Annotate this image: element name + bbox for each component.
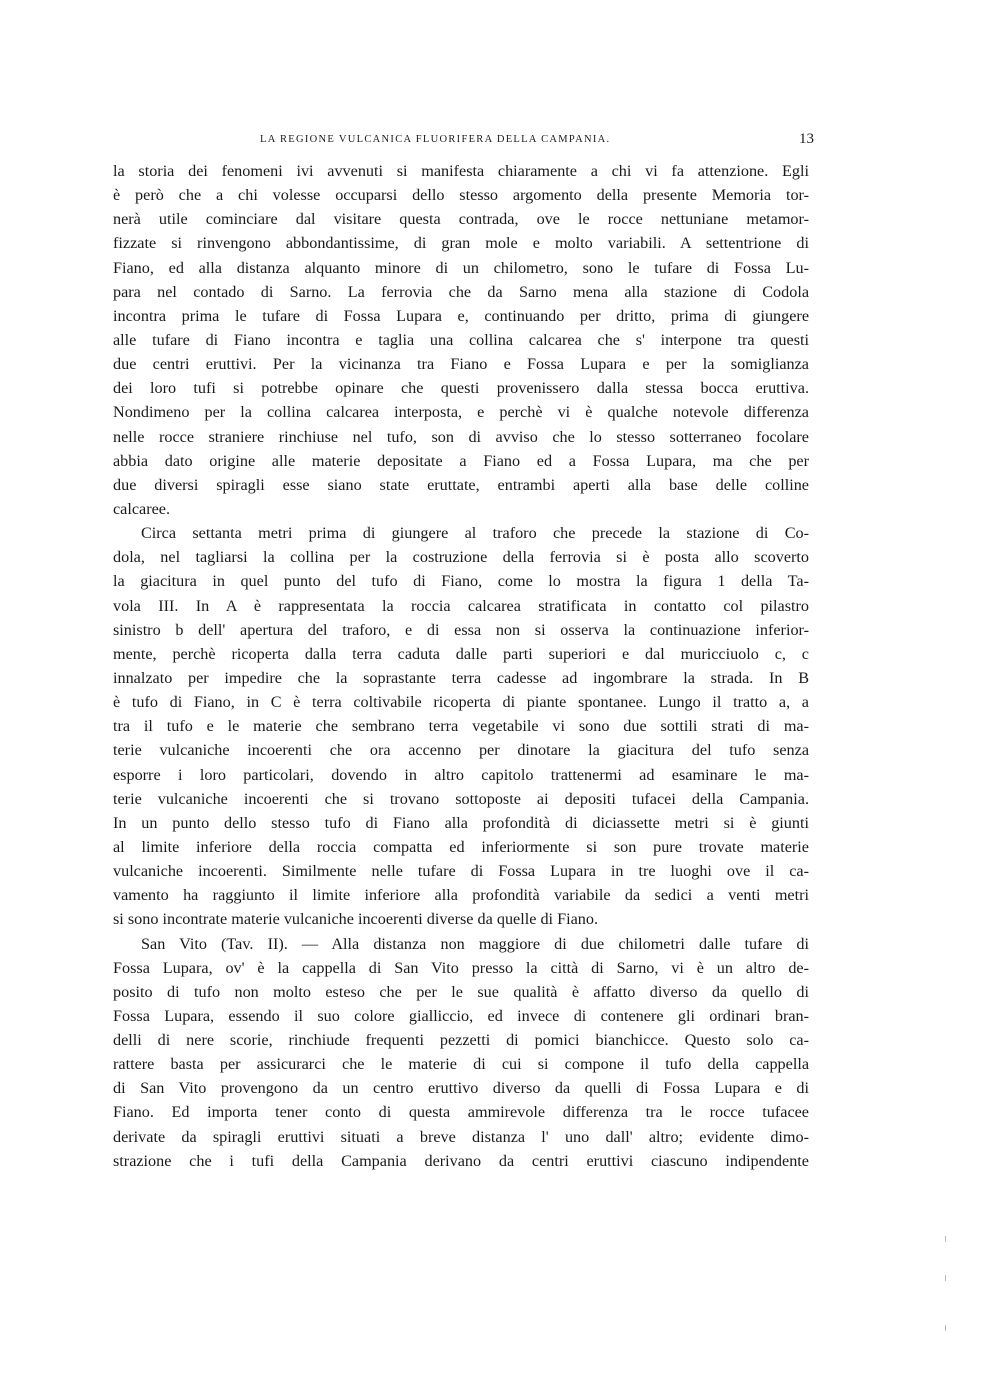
page-number: 13: [799, 131, 814, 147]
text-line: è però che a chi volesse occuparsi dello stesso argomento della presente Memoria tor-: [113, 186, 809, 205]
section-heading-line: San Vito (Tav. II). — Alla distanza non maggiore di due chilometri dalle tufare di: [141, 934, 809, 953]
text-line: Fiano, ed alla distanza alquanto minore di un chilometro, sono le tufare di Fossa Lu-: [113, 258, 809, 277]
paragraph-end-line: si sono incontrate materie vulcaniche incoerenti diverse da quelle di Fiano.: [113, 910, 599, 929]
text-line: alle tufare di Fiano incontra e taglia una collina calcarea che s' interpone tra questi: [113, 330, 809, 349]
text-line: terie vulcaniche incoerenti che ora accenno per dinotare la giacitura del tufo senza: [113, 741, 809, 760]
text-line: vamento ha raggiunto il limite inferiore alla profondità variabile da sedici a venti metri: [113, 886, 809, 905]
text-line: sinistro b dell' apertura del traforo, e di essa non si osserva la continuazione inferior-: [113, 620, 809, 639]
text-line: innalzato per impedire che la soprastante terra cadesse ad ingombrare la strada. In B: [113, 668, 809, 687]
text-line: la storia dei fenomeni ivi avvenuti si manifesta chiaramente a chi vi fa attenzione. Egli: [113, 162, 809, 180]
text-line: incontra prima le tufare di Fossa Lupara e, continuando per dritto, prima di giungere: [113, 306, 809, 325]
text-line: strazione che i tufi della Campania derivano da centri eruttivi ciascuno indipendente: [113, 1151, 809, 1170]
text-line: al limite inferiore della roccia compatta ed inferiormente si son pure trovate materie: [113, 837, 809, 856]
text-line: di San Vito provengono da un centro eruttivo diverso da quelli di Fossa Lupara e di: [113, 1079, 809, 1098]
text-line: due diversi spiragli esse siano state eruttate, entrambi aperti alla base delle colline: [113, 475, 809, 494]
paragraph-end-line: calcaree.: [113, 499, 171, 518]
paragraph-start-line: Circa settanta metri prima di giungere al traforo che precede la stazione di Co-: [141, 524, 809, 543]
text-line: para nel contado di Sarno. La ferrovia che da Sarno mena alla stazione di Codola: [113, 282, 809, 301]
text-line: tra il tufo e le materie che sembrano terra vegetabile vi sono due sottili strati di ma-: [113, 717, 809, 736]
text-line: abbia dato origine alle materie depositate a Fiano ed a Fossa Lupara, ma che per: [113, 451, 809, 470]
text-line: In un punto dello stesso tufo di Fiano alla profondità di diciassette metri si è giunti: [113, 813, 809, 832]
text-line: derivate da spiragli eruttivi situati a breve distanza l' uno dall' altro; evidente dimo-: [113, 1127, 809, 1146]
scan-edge-mark: [945, 1236, 946, 1242]
text-line: posito di tufo non molto esteso che per le sue qualità è affatto diverso da quello di: [113, 982, 809, 1001]
text-line: Fossa Lupara, ov' è la cappella di San Vito presso la città di Sarno, vi è un altro de-: [113, 958, 809, 977]
text-line: esporre i loro particolari, dovendo in altro capitolo trattenermi ad esaminare le ma-: [113, 765, 809, 784]
text-line: dola, nel tagliarsi la collina per la costruzione della ferrovia si è posta allo scoverto: [113, 548, 809, 567]
running-head: LA REGIONE VULCANICA FLUORIFERA DELLA CAMPANIA.: [260, 134, 611, 145]
text-line: mente, perchè ricoperta dalla terra caduta dalle parti superiori e dal muricciuolo c, c: [113, 644, 809, 663]
text-line: vulcaniche incoerenti. Similmente nelle tufare di Fossa Lupara in tre luoghi ove il ca-: [113, 862, 809, 881]
text-line: Fossa Lupara, essendo il suo colore gialliccio, ed invece di contenere gli ordinari bran-: [113, 1006, 809, 1025]
text-line: rattere basta per assicurarci che le materie di cui si compone il tufo della cappella: [113, 1055, 809, 1074]
text-line: è tufo di Fiano, in C è terra coltivabile ricoperta di piante spontanee. Lungo il tratto a, a: [113, 693, 809, 712]
text-line: nelle rocce straniere rinchiuse nel tufo, son di avviso che lo stesso sotterraneo focolare: [113, 427, 809, 446]
text-line: nerà utile cominciare dal visitare questa contrada, ove le rocce nettuniane metamor-: [113, 210, 809, 229]
text-line: due centri eruttivi. Per la vicinanza tra Fiano e Fossa Lupara e per la somiglianza: [113, 355, 809, 374]
text-line: la giacitura in quel punto del tufo di Fiano, come lo mostra la figura 1 della Ta-: [113, 572, 809, 591]
text-line: delli di nere scorie, rinchiude frequenti pezzetti di pomici bianchicce. Questo solo ca-: [113, 1031, 809, 1050]
scan-edge-mark: [945, 1275, 946, 1281]
body-text: [113, 159, 809, 1173]
text-line: Fiano. Ed importa tener conto di questa ammirevole differenza tra le rocce tufacee: [113, 1103, 809, 1122]
text-line: Nondimeno per la collina calcarea interposta, e perchè vi è qualche notevole differenza: [113, 403, 809, 422]
text-line: fizzate si rinvengono abbondantissime, di gran mole e molto variabili. A settentrione di: [113, 234, 809, 253]
scan-edge-mark: [945, 1325, 946, 1331]
text-line: terie vulcaniche incoerenti che si trovano sottoposte ai depositi tufacei della Campania.: [113, 789, 809, 808]
text-line: dei loro tufi si potrebbe opinare che questi provenissero dalla stessa bocca eruttiva.: [113, 379, 809, 398]
text-line: vola III. In A è rappresentata la roccia calcarea stratificata in contatto col pilastro: [113, 596, 809, 615]
